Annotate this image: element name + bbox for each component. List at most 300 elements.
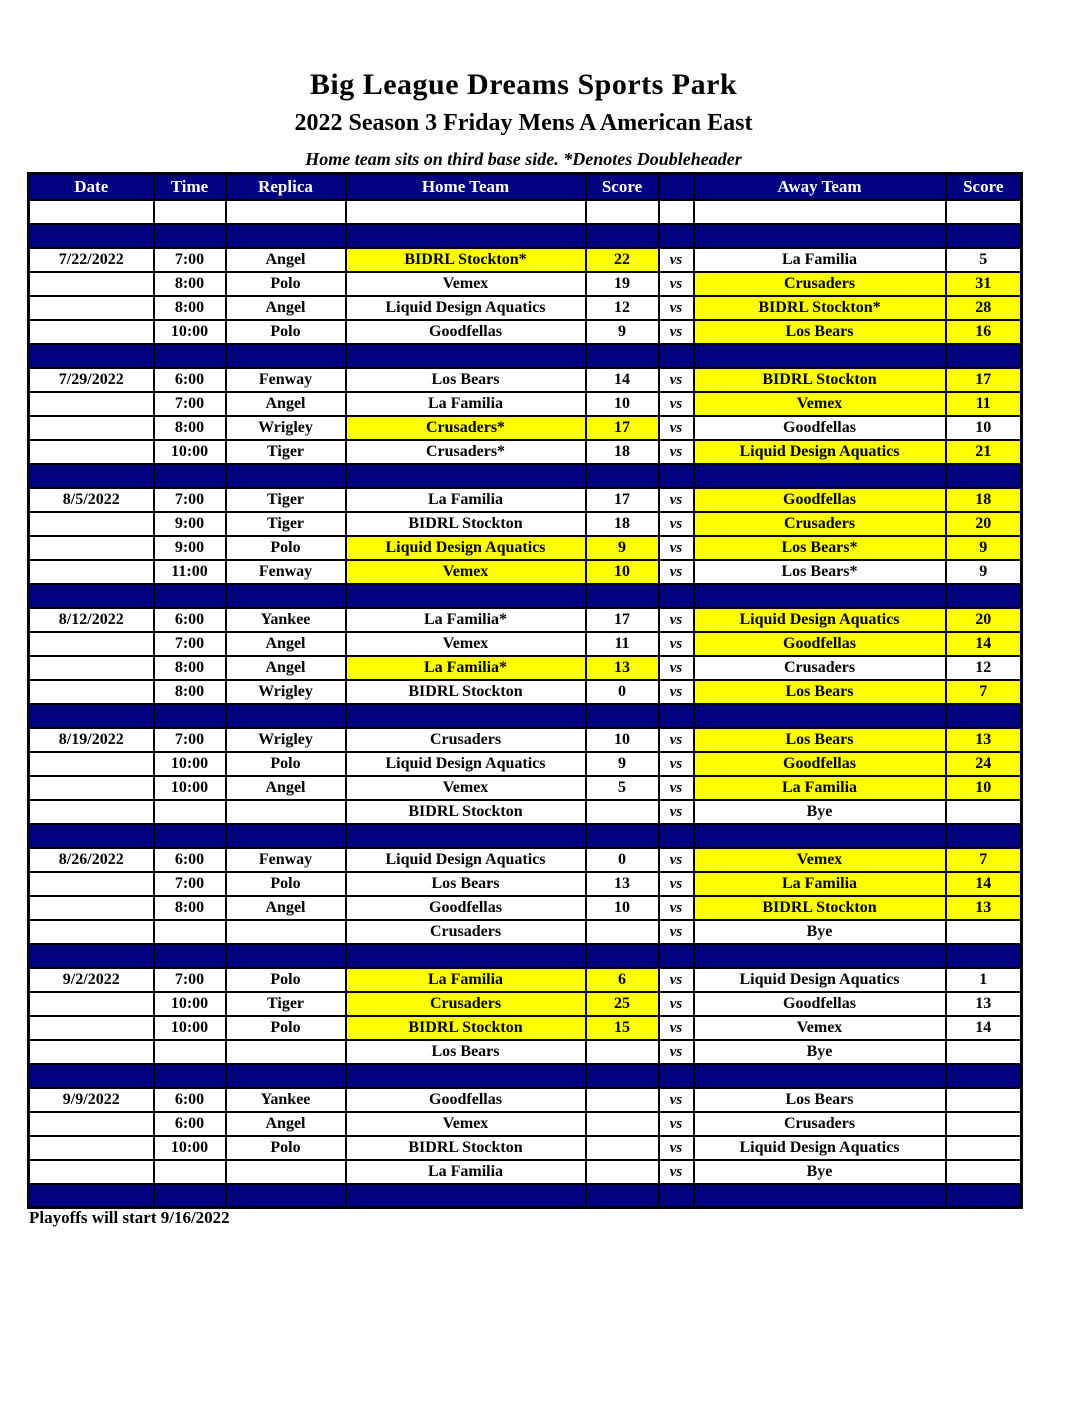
vs-cell: vs <box>659 896 694 920</box>
sep-row-away-score-cell <box>946 1064 1022 1088</box>
away-score-cell: 13 <box>946 896 1022 920</box>
vs-cell: vs <box>659 632 694 656</box>
sep-row-time-cell <box>154 464 226 488</box>
away-team-cell: BIDRL Stockton* <box>694 296 946 320</box>
sep-row-away-team-cell <box>694 464 946 488</box>
time-cell: 9:00 <box>154 536 226 560</box>
away-score-cell: 11 <box>946 392 1022 416</box>
vs-cell: vs <box>659 776 694 800</box>
replica-cell: Wrigley <box>226 680 346 704</box>
sep-row-home-score-cell <box>586 944 659 968</box>
sep-row-home-team-cell <box>346 944 586 968</box>
game-row <box>29 992 1022 1016</box>
away-score-cell: 7 <box>946 848 1022 872</box>
home-score-cell: 9 <box>586 752 659 776</box>
sep-row-vs-cell <box>659 1184 694 1208</box>
replica-cell: Polo <box>226 752 346 776</box>
game-row <box>29 536 1022 560</box>
spacer-row-vs-cell <box>659 200 694 224</box>
date-cell <box>29 872 154 896</box>
spacer-row-away-team-cell <box>694 200 946 224</box>
game-row <box>29 1040 1022 1064</box>
away-score-cell: 12 <box>946 656 1022 680</box>
time-cell: 9:00 <box>154 512 226 536</box>
vs-cell: vs <box>659 296 694 320</box>
sep-row-away-score-cell <box>946 704 1022 728</box>
sep-row <box>29 344 1022 368</box>
game-row <box>29 728 1022 752</box>
away-team-cell: La Familia <box>694 248 946 272</box>
game-row <box>29 416 1022 440</box>
replica-cell: Angel <box>226 776 346 800</box>
away-score-cell: 14 <box>946 632 1022 656</box>
replica-cell: Tiger <box>226 440 346 464</box>
date-cell <box>29 1136 154 1160</box>
sep-row-vs-cell <box>659 344 694 368</box>
away-team-cell: Goodfellas <box>694 488 946 512</box>
away-score-cell <box>946 1160 1022 1184</box>
sep-row-home-team-cell <box>346 1184 586 1208</box>
time-cell <box>154 1160 226 1184</box>
spacer-row-date-cell <box>29 200 154 224</box>
home-score-cell: 0 <box>586 848 659 872</box>
sep-row <box>29 584 1022 608</box>
home-team-cell: Goodfellas <box>346 320 586 344</box>
replica-cell <box>226 1160 346 1184</box>
home-team-cell: Vemex <box>346 272 586 296</box>
game-row <box>29 320 1022 344</box>
game-row <box>29 1160 1022 1184</box>
vs-cell: vs <box>659 872 694 896</box>
game-row <box>29 608 1022 632</box>
time-cell: 7:00 <box>154 488 226 512</box>
replica-cell: Polo <box>226 872 346 896</box>
away-team-cell: Vemex <box>694 848 946 872</box>
away-team-cell: Crusaders <box>694 272 946 296</box>
sep-row-date-cell <box>29 944 154 968</box>
vs-cell: vs <box>659 1112 694 1136</box>
replica-cell: Fenway <box>226 848 346 872</box>
away-team-cell: La Familia <box>694 776 946 800</box>
sep-row-time-cell <box>154 824 226 848</box>
vs-cell: vs <box>659 968 694 992</box>
vs-cell: vs <box>659 752 694 776</box>
home-score-cell: 17 <box>586 416 659 440</box>
home-team-cell: Vemex <box>346 1112 586 1136</box>
sep-row-vs-cell <box>659 224 694 248</box>
vs-cell: vs <box>659 920 694 944</box>
sep-row-home-team-cell <box>346 344 586 368</box>
sep-row <box>29 1184 1022 1208</box>
away-team-cell: Vemex <box>694 392 946 416</box>
vs-cell: vs <box>659 800 694 824</box>
sep-row-time-cell <box>154 704 226 728</box>
replica-cell: Polo <box>226 1136 346 1160</box>
home-score-cell: 6 <box>586 968 659 992</box>
away-team-cell: La Familia <box>694 872 946 896</box>
away-score-cell <box>946 800 1022 824</box>
home-score-cell <box>586 1160 659 1184</box>
game-row <box>29 560 1022 584</box>
sep-row-replica-cell <box>226 1064 346 1088</box>
sep-row-home-team-cell <box>346 704 586 728</box>
home-score-cell: 11 <box>586 632 659 656</box>
home-team-cell: Crusaders* <box>346 440 586 464</box>
sep-row-date-cell <box>29 584 154 608</box>
vs-cell: vs <box>659 368 694 392</box>
home-team-cell: Los Bears <box>346 872 586 896</box>
game-row <box>29 752 1022 776</box>
date-cell <box>29 632 154 656</box>
game-row <box>29 392 1022 416</box>
schedule-table <box>27 172 1023 1209</box>
sep-row-home-score-cell <box>586 824 659 848</box>
replica-cell: Angel <box>226 896 346 920</box>
away-score-cell: 9 <box>946 560 1022 584</box>
date-cell: 7/22/2022 <box>29 248 154 272</box>
game-row <box>29 488 1022 512</box>
home-team-cell: Liquid Design Aquatics <box>346 752 586 776</box>
time-cell: 8:00 <box>154 272 226 296</box>
time-cell: 6:00 <box>154 608 226 632</box>
sep-row-away-team-cell <box>694 1064 946 1088</box>
replica-cell: Polo <box>226 320 346 344</box>
replica-cell: Angel <box>226 296 346 320</box>
playoffs-note: Playoffs will start 9/16/2022 <box>29 1208 230 1227</box>
away-team-cell: Vemex <box>694 1016 946 1040</box>
replica-cell: Angel <box>226 392 346 416</box>
game-row <box>29 872 1022 896</box>
home-score-cell <box>586 1088 659 1112</box>
sep-row-date-cell <box>29 224 154 248</box>
schedule-body <box>29 200 1022 1208</box>
date-cell: 9/2/2022 <box>29 968 154 992</box>
spacer-row <box>29 200 1022 224</box>
vs-cell: vs <box>659 608 694 632</box>
away-score-cell <box>946 1136 1022 1160</box>
date-cell: 9/9/2022 <box>29 1088 154 1112</box>
game-row <box>29 272 1022 296</box>
home-team-cell: Vemex <box>346 776 586 800</box>
time-cell <box>154 920 226 944</box>
time-cell <box>154 800 226 824</box>
home-team-cell: Crusaders <box>346 992 586 1016</box>
home-team-cell: Los Bears <box>346 1040 586 1064</box>
sep-row-vs-cell <box>659 464 694 488</box>
time-cell: 6:00 <box>154 368 226 392</box>
sep-row <box>29 704 1022 728</box>
date-cell: 8/26/2022 <box>29 848 154 872</box>
sep-row-date-cell <box>29 1184 154 1208</box>
home-team-cell: BIDRL Stockton <box>346 512 586 536</box>
time-cell: 8:00 <box>154 896 226 920</box>
home-score-cell: 15 <box>586 1016 659 1040</box>
col-header-vs <box>659 174 694 200</box>
home-score-cell: 12 <box>586 296 659 320</box>
away-score-cell: 21 <box>946 440 1022 464</box>
date-cell <box>29 776 154 800</box>
time-cell: 8:00 <box>154 656 226 680</box>
home-score-cell: 13 <box>586 656 659 680</box>
vs-cell: vs <box>659 272 694 296</box>
time-cell: 8:00 <box>154 416 226 440</box>
date-cell <box>29 896 154 920</box>
home-score-cell: 10 <box>586 896 659 920</box>
away-score-cell: 17 <box>946 368 1022 392</box>
date-cell <box>29 680 154 704</box>
home-score-cell <box>586 1040 659 1064</box>
game-row <box>29 440 1022 464</box>
spacer-row-away-score-cell <box>946 200 1022 224</box>
sep-row-replica-cell <box>226 464 346 488</box>
sep-row-away-score-cell <box>946 344 1022 368</box>
sep-row-time-cell <box>154 224 226 248</box>
away-team-cell: Goodfellas <box>694 416 946 440</box>
away-score-cell <box>946 920 1022 944</box>
sep-row-vs-cell <box>659 1064 694 1088</box>
time-cell: 10:00 <box>154 1136 226 1160</box>
replica-cell: Tiger <box>226 512 346 536</box>
date-cell <box>29 1016 154 1040</box>
home-team-cell: Liquid Design Aquatics <box>346 536 586 560</box>
game-row <box>29 776 1022 800</box>
home-score-cell <box>586 920 659 944</box>
sep-row-date-cell <box>29 824 154 848</box>
col-header-time: Time <box>154 174 226 200</box>
sep-row-vs-cell <box>659 824 694 848</box>
date-cell <box>29 296 154 320</box>
date-cell <box>29 1040 154 1064</box>
away-team-cell: Goodfellas <box>694 992 946 1016</box>
sep-row-home-score-cell <box>586 224 659 248</box>
away-team-cell: Los Bears <box>694 728 946 752</box>
sep-row-away-score-cell <box>946 824 1022 848</box>
away-score-cell <box>946 1040 1022 1064</box>
home-team-cell: La Familia <box>346 392 586 416</box>
replica-cell <box>226 800 346 824</box>
home-team-cell: Crusaders <box>346 920 586 944</box>
away-score-cell: 1 <box>946 968 1022 992</box>
away-team-cell: Crusaders <box>694 512 946 536</box>
home-team-cell: Goodfellas <box>346 896 586 920</box>
sep-row-vs-cell <box>659 704 694 728</box>
date-cell <box>29 320 154 344</box>
sep-row-replica-cell <box>226 944 346 968</box>
away-score-cell: 13 <box>946 728 1022 752</box>
away-score-cell: 16 <box>946 320 1022 344</box>
date-cell: 7/29/2022 <box>29 368 154 392</box>
home-team-cell: Crusaders <box>346 728 586 752</box>
sep-row-away-score-cell <box>946 224 1022 248</box>
away-team-cell: Los Bears <box>694 1088 946 1112</box>
away-score-cell: 7 <box>946 680 1022 704</box>
away-score-cell: 14 <box>946 872 1022 896</box>
sep-row-home-team-cell <box>346 824 586 848</box>
home-score-cell: 10 <box>586 728 659 752</box>
home-score-cell: 17 <box>586 608 659 632</box>
sep-row-vs-cell <box>659 584 694 608</box>
game-row <box>29 512 1022 536</box>
spacer-row-replica-cell <box>226 200 346 224</box>
away-score-cell: 31 <box>946 272 1022 296</box>
sep-row <box>29 824 1022 848</box>
away-score-cell: 5 <box>946 248 1022 272</box>
vs-cell: vs <box>659 1136 694 1160</box>
replica-cell: Fenway <box>226 560 346 584</box>
vs-cell: vs <box>659 512 694 536</box>
game-row <box>29 1136 1022 1160</box>
vs-cell: vs <box>659 1160 694 1184</box>
home-team-cell: Liquid Design Aquatics <box>346 848 586 872</box>
vs-cell: vs <box>659 560 694 584</box>
sep-row <box>29 944 1022 968</box>
home-score-cell: 9 <box>586 320 659 344</box>
away-team-cell: Bye <box>694 1160 946 1184</box>
replica-cell: Yankee <box>226 1088 346 1112</box>
home-team-cell: BIDRL Stockton <box>346 800 586 824</box>
game-row <box>29 656 1022 680</box>
game-row <box>29 632 1022 656</box>
sep-row-time-cell <box>154 584 226 608</box>
sep-row <box>29 464 1022 488</box>
header-row <box>29 174 1022 200</box>
away-team-cell: BIDRL Stockton <box>694 896 946 920</box>
home-score-cell: 13 <box>586 872 659 896</box>
away-team-cell: Los Bears <box>694 320 946 344</box>
sep-row <box>29 1064 1022 1088</box>
col-header-away-team: Away Team <box>694 174 946 200</box>
time-cell: 10:00 <box>154 440 226 464</box>
away-score-cell: 14 <box>946 1016 1022 1040</box>
sep-row-replica-cell <box>226 824 346 848</box>
home-team-cell: BIDRL Stockton <box>346 1136 586 1160</box>
replica-cell: Angel <box>226 1112 346 1136</box>
replica-cell: Angel <box>226 632 346 656</box>
time-cell: 10:00 <box>154 1016 226 1040</box>
home-team-cell: Goodfellas <box>346 1088 586 1112</box>
col-header-away-score: Score <box>946 174 1022 200</box>
game-row <box>29 1112 1022 1136</box>
home-score-cell: 9 <box>586 536 659 560</box>
sep-row-home-team-cell <box>346 224 586 248</box>
sep-row-away-team-cell <box>694 584 946 608</box>
home-team-cell: BIDRL Stockton <box>346 1016 586 1040</box>
date-cell <box>29 392 154 416</box>
col-header-home-score: Score <box>586 174 659 200</box>
away-team-cell: Bye <box>694 920 946 944</box>
sep-row-home-team-cell <box>346 584 586 608</box>
game-row <box>29 896 1022 920</box>
home-team-cell: Crusaders* <box>346 416 586 440</box>
sep-row-replica-cell <box>226 584 346 608</box>
time-cell: 8:00 <box>154 680 226 704</box>
away-team-cell: Los Bears* <box>694 560 946 584</box>
home-score-cell: 22 <box>586 248 659 272</box>
sep-row-home-team-cell <box>346 1064 586 1088</box>
replica-cell: Wrigley <box>226 728 346 752</box>
away-team-cell: Los Bears* <box>694 536 946 560</box>
replica-cell: Tiger <box>226 992 346 1016</box>
spacer-row-time-cell <box>154 200 226 224</box>
vs-cell: vs <box>659 248 694 272</box>
sep-row-away-score-cell <box>946 944 1022 968</box>
sep-row-away-team-cell <box>694 944 946 968</box>
vs-cell: vs <box>659 392 694 416</box>
time-cell: 7:00 <box>154 968 226 992</box>
away-team-cell: BIDRL Stockton <box>694 368 946 392</box>
sep-row-time-cell <box>154 344 226 368</box>
sep-row-date-cell <box>29 1064 154 1088</box>
replica-cell: Wrigley <box>226 416 346 440</box>
date-cell <box>29 512 154 536</box>
game-row <box>29 968 1022 992</box>
game-row <box>29 848 1022 872</box>
vs-cell: vs <box>659 656 694 680</box>
home-score-cell <box>586 1112 659 1136</box>
away-score-cell: 20 <box>946 608 1022 632</box>
date-cell <box>29 992 154 1016</box>
away-score-cell: 10 <box>946 416 1022 440</box>
vs-cell: vs <box>659 320 694 344</box>
replica-cell: Fenway <box>226 368 346 392</box>
sep-row-time-cell <box>154 1064 226 1088</box>
home-score-cell: 5 <box>586 776 659 800</box>
date-cell <box>29 560 154 584</box>
time-cell: 7:00 <box>154 872 226 896</box>
time-cell: 7:00 <box>154 632 226 656</box>
sep-row-vs-cell <box>659 944 694 968</box>
away-score-cell: 13 <box>946 992 1022 1016</box>
vs-cell: vs <box>659 848 694 872</box>
home-team-cell: Los Bears <box>346 368 586 392</box>
time-cell: 6:00 <box>154 1088 226 1112</box>
sep-row-home-score-cell <box>586 1184 659 1208</box>
col-header-date: Date <box>29 174 154 200</box>
sep-row-replica-cell <box>226 224 346 248</box>
date-cell <box>29 536 154 560</box>
home-score-cell: 19 <box>586 272 659 296</box>
away-score-cell: 28 <box>946 296 1022 320</box>
page-subtitle: 2022 Season 3 Friday Mens A American East <box>294 110 753 136</box>
time-cell: 10:00 <box>154 752 226 776</box>
away-team-cell: Crusaders <box>694 1112 946 1136</box>
date-cell <box>29 800 154 824</box>
away-team-cell: Liquid Design Aquatics <box>694 608 946 632</box>
away-team-cell: Liquid Design Aquatics <box>694 440 946 464</box>
sep-row-replica-cell <box>226 1184 346 1208</box>
home-team-cell: Vemex <box>346 632 586 656</box>
replica-cell <box>226 920 346 944</box>
game-row <box>29 680 1022 704</box>
vs-cell: vs <box>659 1016 694 1040</box>
home-team-cell: La Familia* <box>346 656 586 680</box>
home-team-cell: La Familia <box>346 488 586 512</box>
sep-row-away-team-cell <box>694 344 946 368</box>
vs-cell: vs <box>659 728 694 752</box>
home-score-cell: 14 <box>586 368 659 392</box>
replica-cell: Tiger <box>226 488 346 512</box>
home-team-cell: La Familia* <box>346 608 586 632</box>
vs-cell: vs <box>659 680 694 704</box>
sep-row-away-score-cell <box>946 464 1022 488</box>
away-team-cell: Liquid Design Aquatics <box>694 1136 946 1160</box>
away-score-cell <box>946 1088 1022 1112</box>
vs-cell: vs <box>659 536 694 560</box>
home-team-cell: La Familia <box>346 1160 586 1184</box>
game-row <box>29 800 1022 824</box>
game-row <box>29 920 1022 944</box>
sep-row-date-cell <box>29 464 154 488</box>
